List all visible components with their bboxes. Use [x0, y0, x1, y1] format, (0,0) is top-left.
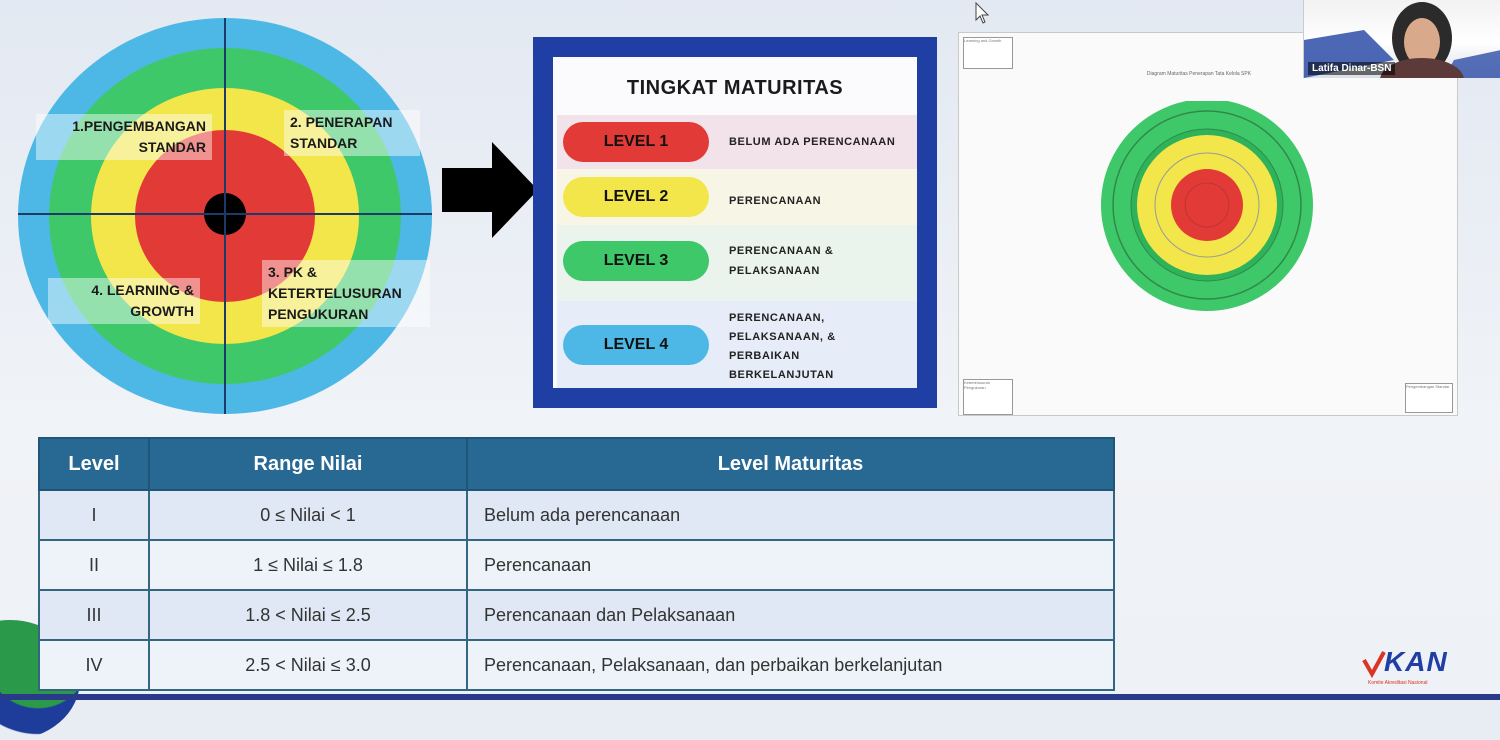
- maturity-levels-panel: [533, 37, 937, 408]
- kan-logo-subtitle: Komite Akreditasi Nasional: [1368, 680, 1428, 686]
- slide-bottom-bar: [0, 694, 1500, 700]
- level-1-description: BELUM ADA PERENCANAAN: [729, 136, 896, 148]
- maturity-row-level-1: [557, 115, 917, 169]
- maturity-target-diagram: [18, 18, 432, 414]
- cell-range: 0 ≤ Nilai < 1: [149, 490, 467, 540]
- table-header-row: [39, 438, 1114, 490]
- mouse-cursor-icon: [975, 2, 991, 24]
- kan-check-icon: [1362, 650, 1386, 680]
- participant-name: Latifa Dinar-BSN: [1308, 62, 1395, 75]
- cell-maturity: Belum ada perencanaan: [467, 490, 1114, 540]
- level-4-pill: LEVEL 4: [563, 325, 709, 365]
- cell-maturity: Perencanaan dan Pelaksanaan: [467, 590, 1114, 640]
- target-rings-svg: [18, 18, 432, 414]
- table-row: [39, 490, 1114, 540]
- level-3-pill: LEVEL 3: [563, 241, 709, 281]
- kan-logo-text: KAN: [1384, 646, 1448, 677]
- kan-logo: [1362, 646, 1492, 690]
- cell-range: 1 ≤ Nilai ≤ 1.8: [149, 540, 467, 590]
- quadrant-2-label: 2. PENERAPAN STANDAR: [284, 110, 420, 156]
- doc-target-svg: [1099, 101, 1319, 313]
- shared-document-thumbnail: [958, 32, 1458, 416]
- level-1-pill: LEVEL 1: [563, 122, 709, 162]
- maturity-row-level-3: [557, 225, 917, 301]
- cell-maturity: Perencanaan: [467, 540, 1114, 590]
- header-range: Range Nilai: [149, 438, 467, 490]
- right-arrow-icon: [440, 140, 540, 240]
- maturity-range-table: [38, 437, 1115, 691]
- corner-box-bottom-right: Pengembangan Standar: [1405, 383, 1453, 413]
- cell-range: 1.8 < Nilai ≤ 2.5: [149, 590, 467, 640]
- corner-box-bottom-left: Ketertelusuran Pengukuran: [963, 379, 1013, 415]
- quadrant-1-label: 1.PENGEMBANGAN STANDAR: [36, 114, 212, 160]
- corner-box-top-left: Learning and Growth: [963, 37, 1013, 69]
- cell-level: III: [39, 590, 149, 640]
- header-maturity: Level Maturitas: [467, 438, 1114, 490]
- level-2-pill: LEVEL 2: [563, 177, 709, 217]
- maturity-row-level-4: [557, 301, 917, 388]
- maturity-panel-inner: [553, 57, 917, 388]
- level-3-description: PERENCANAAN & PELAKSANAAN: [729, 245, 834, 277]
- cell-maturity: Perencanaan, Pelaksanaan, dan perbaikan berkelanjutan: [467, 640, 1114, 690]
- cell-level: I: [39, 490, 149, 540]
- header-level: Level: [39, 438, 149, 490]
- webcam-video-tile[interactable]: [1303, 0, 1500, 78]
- maturity-row-level-2: [557, 169, 917, 225]
- level-4-description: PERENCANAAN, PELAKSANAAN, & PERBAIKAN BERKELANJUTAN: [729, 312, 836, 381]
- quadrant-3-label: 3. PK & KETERTELUSURAN PENGUKURAN: [262, 260, 430, 327]
- doc-diagram-title: Diagram Maturitas Penerapan Tata Kelola SPK: [1146, 71, 1252, 77]
- table-row: [39, 590, 1114, 640]
- quadrant-4-label: 4. LEARNING & GROWTH: [48, 278, 200, 324]
- table-row: [39, 540, 1114, 590]
- cell-level: II: [39, 540, 149, 590]
- table-row: [39, 640, 1114, 690]
- level-2-description: PERENCANAAN: [729, 195, 822, 207]
- cell-range: 2.5 < Nilai ≤ 3.0: [149, 640, 467, 690]
- maturity-title: TINGKAT MATURITAS: [626, 77, 844, 99]
- cell-level: IV: [39, 640, 149, 690]
